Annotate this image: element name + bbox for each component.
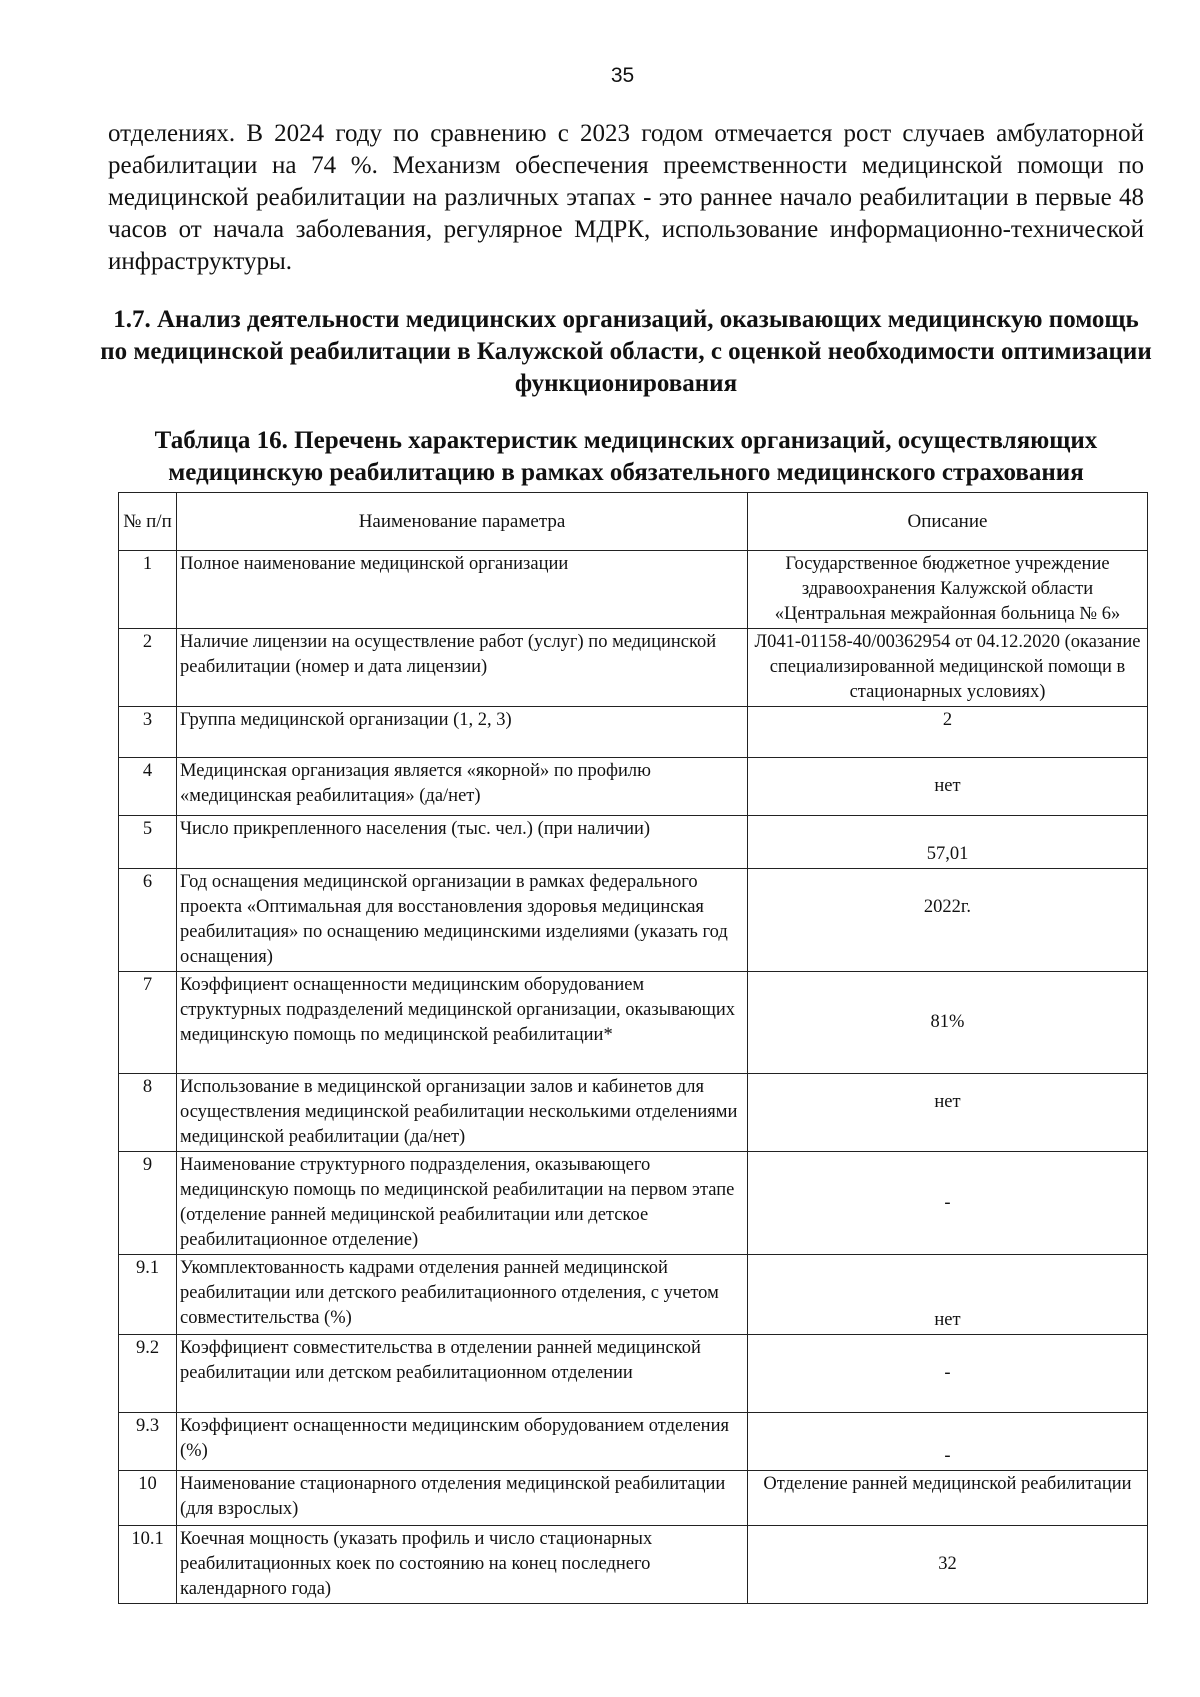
row-parameter: Использование в медицинской организации залов и кабинетов для осуществления медицинской реабилитации несколькими отделениями медицинской реабилитации (да/нет): [177, 1074, 748, 1152]
row-parameter: Укомплектованность кадрами отделения ранней медицинской реабилитации или детского реабилитационного отделения, с учетом совместительства (%): [177, 1255, 748, 1335]
row-description: нет: [748, 1074, 1148, 1152]
parameters-table: [118, 492, 1148, 1604]
row-description: Государственное бюджетное учреждение здравоохранения Калужской области «Центральная межрайонная больница № 6»: [748, 551, 1148, 629]
row-number: 10: [119, 1471, 177, 1526]
row-description: 2: [748, 707, 1148, 758]
row-description: Отделение ранней медицинской реабилитации: [748, 1471, 1148, 1526]
table-row: [119, 758, 1148, 816]
row-number: 10.1: [119, 1526, 177, 1604]
row-parameter: Год оснащения медицинской организации в рамках федерального проекта «Оптимальная для восстановления здоровья медицинская реабилитация» по оснащению медицинскими изделиями (указать год оснащения): [177, 869, 748, 972]
row-parameter: Полное наименование медицинской организации: [177, 551, 748, 629]
row-description: -: [748, 1335, 1148, 1413]
row-parameter: Наименование структурного подразделения, оказывающего медицинскую помощь по медицинской реабилитации на первом этапе (отделение ранней медицинской реабилитации или детское реабилитационное отделение): [177, 1152, 748, 1255]
intro-paragraph: отделениях. В 2024 году по сравнению с 2023 годом отмечается рост случаев амбулаторной реабилитации на 74 %. Механизм обеспечения преемственности медицинской помощи по медицинской реабилитации на различных этапах - это раннее начало реабилитации в первые 48 часов от начала заболевания, регулярное МДРК, использование информационно-технической инфраструктуры.: [108, 120, 1144, 275]
row-parameter: Коэффициент оснащенности медицинским оборудованием структурных подразделений медицинской организации, оказывающих медицинскую помощь по медицинской реабилитации*: [177, 972, 748, 1074]
row-number: 3: [119, 707, 177, 758]
row-description: нет: [748, 1255, 1148, 1335]
row-number: 9.2: [119, 1335, 177, 1413]
header-number: № п/п: [119, 493, 177, 551]
row-description: -: [748, 1152, 1148, 1255]
row-description: 81%: [748, 972, 1148, 1074]
table-row: [119, 1471, 1148, 1526]
row-parameter: Наличие лицензии на осуществление работ (услуг) по медицинской реабилитации (номер и дата лицензии): [177, 629, 748, 707]
table-row: [119, 629, 1148, 707]
table-row: [119, 972, 1148, 1074]
row-number: 7: [119, 972, 177, 1074]
table-row: [119, 1152, 1148, 1255]
row-parameter: Группа медицинской организации (1, 2, 3): [177, 707, 748, 758]
row-parameter: Число прикрепленного населения (тыс. чел.) (при наличии): [177, 816, 748, 869]
table-row: [119, 1255, 1148, 1335]
table-row: [119, 1074, 1148, 1152]
row-parameter: Медицинская организация является «якорной» по профилю «медицинская реабилитация» (да/нет): [177, 758, 748, 816]
row-number: 6: [119, 869, 177, 972]
row-number: 4: [119, 758, 177, 816]
row-description: 32: [748, 1526, 1148, 1604]
row-description: 2022г.: [748, 869, 1148, 972]
table-row: [119, 1335, 1148, 1413]
table-row: [119, 1413, 1148, 1471]
row-description: 57,01: [748, 816, 1148, 869]
row-description: Л041-01158-40/00362954 от 04.12.2020 (оказание специализированной медицинской помощи в стационарных условиях): [748, 629, 1148, 707]
table-caption: Таблица 16. Перечень характеристик медицинских организаций, осуществляющих медицинскую реабилитацию в рамках обязательного медицинского страхования: [154, 427, 1098, 486]
table-row: [119, 551, 1148, 629]
row-parameter: Наименование стационарного отделения медицинской реабилитации (для взрослых): [177, 1471, 748, 1526]
row-number: 8: [119, 1074, 177, 1152]
row-number: 5: [119, 816, 177, 869]
row-parameter: Коэффициент оснащенности медицинским оборудованием отделения (%): [177, 1413, 748, 1471]
table-row: [119, 869, 1148, 972]
row-number: 9: [119, 1152, 177, 1255]
row-number: 1: [119, 551, 177, 629]
table-header-row: [119, 493, 1148, 551]
header-description: Описание: [748, 493, 1148, 551]
row-number: 9.3: [119, 1413, 177, 1471]
table-row: [119, 707, 1148, 758]
row-description: нет: [748, 758, 1148, 816]
header-parameter-name: Наименование параметра: [177, 493, 748, 551]
row-number: 2: [119, 629, 177, 707]
table-row: [119, 1526, 1148, 1604]
row-parameter: Коэффициент совместительства в отделении ранней медицинской реабилитации или детском реабилитационном отделении: [177, 1335, 748, 1413]
row-parameter: Коечная мощность (указать профиль и число стационарных реабилитационных коек по состоянию на конец последнего календарного года): [177, 1526, 748, 1604]
section-heading: 1.7. Анализ деятельности медицинских организаций, оказывающих медицинскую помощь по медицинской реабилитации в Калужской области, с оценкой необходимости оптимизации функционирования: [100, 306, 1152, 397]
row-number: 9.1: [119, 1255, 177, 1335]
page-number: 35: [610, 64, 635, 87]
row-description: -: [748, 1413, 1148, 1471]
table-row: [119, 816, 1148, 869]
